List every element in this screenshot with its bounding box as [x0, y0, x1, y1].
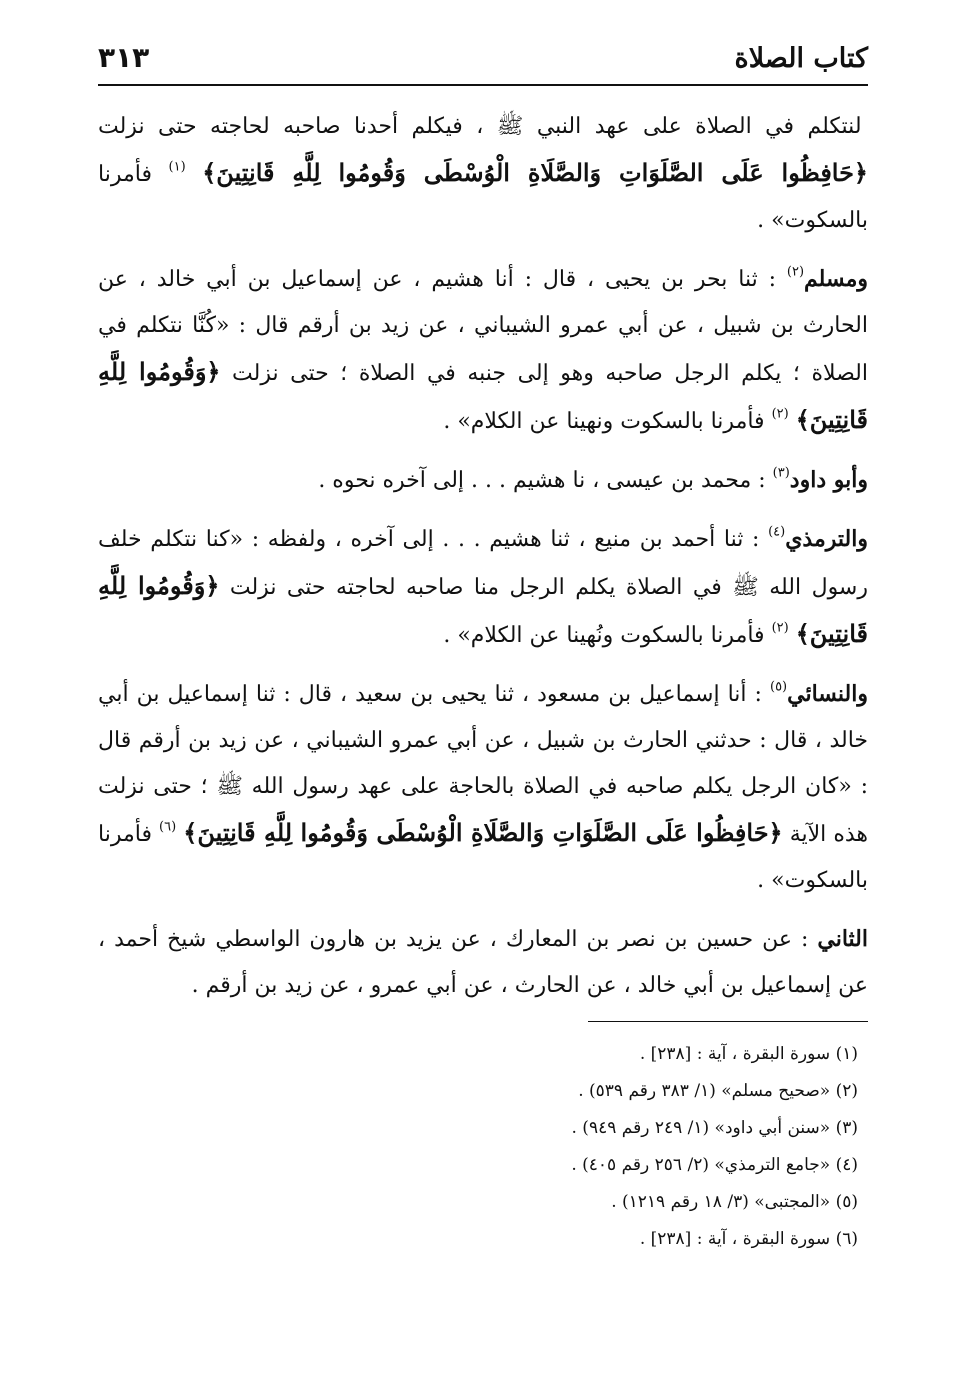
footnote-ref: (٣) — [772, 465, 790, 481]
chapter-title: كتاب الصلاة — [734, 43, 868, 74]
paragraph-3 — [98, 457, 868, 504]
footnote-ref: (٦) — [159, 819, 177, 835]
paragraph-text: : محمد بن عيسى ، نا هشيم . . . إلى آخره نحوه . — [318, 468, 766, 493]
main-text — [98, 104, 868, 1009]
page-header — [98, 30, 868, 86]
paragraph-lead: ومسلم — [804, 266, 868, 292]
quran-verse: ﴿حَافِظُوا عَلَى الصَّلَوَاتِ وَالصَّلَاةِ الْوُسْطَى وَقُومُوا لِلَّهِ قَانِتِينَ﴾ — [202, 158, 868, 187]
paragraph-lead: والنسائي — [787, 681, 868, 707]
footnote-ref: (٢) — [786, 264, 805, 280]
paragraph-lead: والترمذي — [785, 526, 868, 552]
paragraph-text: : عن حسين بن نصر بن المعارك ، عن يزيد بن هارون الواسطي شيخ أحمد ، عن إسماعيل بن أبي خالد ، عن الحارث ، عن أبي عمرو ، عن زيد بن أرقم . — [98, 927, 868, 998]
footnote-ref: (٢) — [771, 620, 789, 636]
paragraph-5 — [98, 671, 868, 904]
paragraph-lead: الثاني — [817, 926, 868, 952]
book-page — [98, 30, 868, 1258]
paragraph-2 — [98, 256, 868, 445]
footnote-ref: (٢) — [771, 406, 789, 422]
footnote-3: (٣) «سنن أبي داود» (١/ ٢٤٩ رقم ٩٤٩) . — [571, 1118, 858, 1138]
paragraph-text: : ثنا أحمد بن منيع ، ثنا هشيم . . . إلى آخره ، ولفظه : «كنا نتكلم خلف رسول الله ﷺ في الصلاة يكلم الرجل منا صاحبه لحاجته حتى نزلت — [98, 527, 868, 600]
paragraph-text: فأمرنا بالسكوت ونُهينا عن الكلام» . — [443, 623, 765, 648]
quran-verse: ﴿حَافِظُوا عَلَى الصَّلَوَاتِ وَالصَّلَاةِ الْوُسْطَى وَقُومُوا لِلَّهِ قَانِتِينَ﴾ — [183, 818, 783, 847]
paragraph-text: : ثنا بحر بن يحيى ، قال : أنا هشيم ، عن إسماعيل بن أبي خالد ، عن الحارث بن شبيل ، عن أبي عمرو الشيباني ، عن زيد بن أرقم قال : «كُنَّا نتكلم في الصلاة ؛ يكلم الرجل صاحبه وهو إلى جنبه في الصلاة ؛ حتى نزلت — [98, 267, 869, 386]
paragraph-lead: وأبو داود — [789, 467, 868, 493]
paragraph-4 — [98, 516, 868, 659]
footnote-divider — [588, 1021, 868, 1022]
footnote-4: (٤) «جامع الترمذي» (٢/ ٢٥٦ رقم ٤٠٥) . — [571, 1155, 858, 1175]
quran-verse: ﴿وَقُومُوا لِلَّهِ قَانِتِينَ﴾ — [98, 571, 868, 648]
footnote-2: (٢) «صحيح مسلم» (١/ ٣٨٣ رقم ٥٣٩) . — [578, 1081, 858, 1101]
footnote-ref: (١) — [168, 159, 186, 175]
paragraph-text: فأمرنا بالسكوت ونهينا عن الكلام» . — [443, 409, 765, 434]
footnotes — [98, 1036, 868, 1258]
footnote-ref: (٥) — [769, 679, 788, 695]
paragraph-text: : أنا إسماعيل بن مسعود ، ثنا يحيى بن سعيد ، قال : ثنا إسماعيل بن أبي خالد ، قال : حدثني الحارث بن شبيل ، عن أبي عمرو الشيباني ، عن زيد بن أرقم قال : «كان الرجل يكلم صاحبه في الصلاة بالحاجة على عهد رسول الله ﷺ ؛ حتى نزلت هذه الآية — [98, 682, 869, 847]
quran-verse: ﴿وَقُومُوا لِلَّهِ قَانِتِينَ﴾ — [98, 357, 868, 434]
page-number: ٣١٣ — [98, 41, 150, 74]
paragraph-text: فأمرنا بالسكوت» . — [98, 162, 868, 233]
footnote-1: (١) سورة البقرة ، آية : [٢٣٨] . — [639, 1044, 858, 1064]
paragraph-text: لنتكلم في الصلاة على عهد النبي ﷺ ، فيكلم أحدنا صاحبه لحاجته حتى نزلت — [98, 114, 862, 139]
paragraph-1 — [98, 104, 868, 244]
paragraph-text: فأمرنا بالسكوت» . — [98, 822, 868, 893]
paragraph-6 — [98, 916, 868, 1009]
footnote-ref: (٤) — [768, 524, 786, 540]
footnote-5: (٥) «المجتبى» (٣/ ١٨ رقم ١٢١٩) . — [611, 1192, 858, 1212]
footnote-6: (٦) سورة البقرة ، آية : [٢٣٨] . — [639, 1229, 858, 1249]
